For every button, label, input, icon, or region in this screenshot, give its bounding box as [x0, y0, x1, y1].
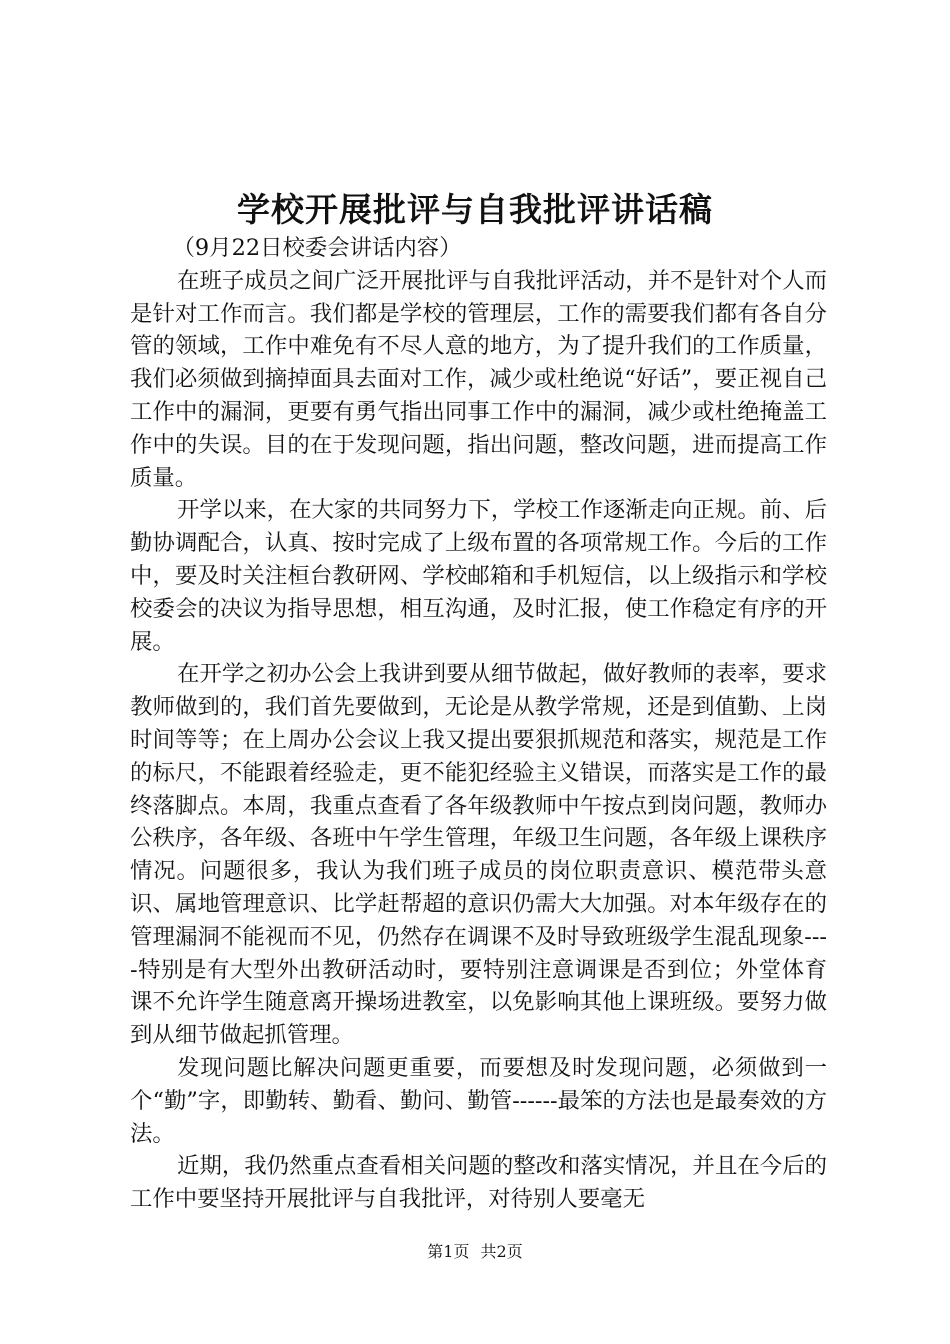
- paragraph-4: 发现问题比解决问题更重要，而要想及时发现问题，必须做到一个“勤”字，即勤转、勤看、勤问、勤管------最笨的方法也是最奏效的方法。: [130, 1054, 827, 1147]
- paragraph-1: 在班子成员之间广泛开展批评与自我批评活动，并不是针对个人而是针对工作而言。我们都是学校的管理层，工作的需要我们都有各自分管的领域，工作中难免有不尽人意的地方，为了提升我们的工作质量，我们必须做到摘掉面具去面对工作，减少或杜绝说“好话”，要正视自己工作中的漏洞，更要有勇气指出同事工作中的漏洞，减少或杜绝掩盖工作中的失误。目的在于发现问题，指出问题，整改问题，进而提高工作质量。: [130, 267, 827, 491]
- paragraph-2: 开学以来，在大家的共同努力下，学校工作逐渐走向正规。前、后勤协调配合，认真、按时完成了上级布置的各项常规工作。今后的工作中，要及时关注桓台教研网、学校邮箱和手机短信，以上级指示和学校校委会的决议为指导思想，相互沟通，及时汇报，使工作稳定有序的开展。: [130, 497, 827, 655]
- document-subtitle: （9月22日校委会讲话内容）: [172, 235, 462, 261]
- paragraph-3: 在开学之初办公会上我讲到要从细节做起，做好教师的表率，要求教师做到的，我们首先要做到，无论是从教学常规，还是到值勤、上岗时间等等；在上周办公会议上我又提出要狠抓规范和落实，规范是工作的标尺，不能跟着经验走，更不能犯经验主义错误，而落实是工作的最终落脚点。本周，我重点查看了各年级教师中午按点到岗问题，教师办公秩序，各年级、各班中午学生管理，年级卫生问题，各年级上课秩序情况。问题很多，我认为我们班子成员的岗位职责意识、模范带头意识、属地管理意识、比学赶帮超的意识仍需大大加强。对本年级存在的管理漏洞不能视而不见，仍然存在调课不及时导致班级学生混乱现象----特别是有大型外出教研活动时，要特别注意调课是否到位；外堂体育课不允许学生随意离开操场进教室，以免影响其他上课班级。要努力做到从细节做起抓管理。: [130, 661, 827, 1049]
- page-footer: [0, 1240, 950, 1264]
- current-page-number: 第1页: [427, 1242, 470, 1261]
- document-title: 学校开展批评与自我批评讲话稿: [237, 190, 713, 229]
- total-pages: 共2页: [480, 1242, 523, 1261]
- paragraph-5: 近期，我仍然重点查看相关问题的整改和落实情况，并且在今后的工作中要坚持开展批评与自我批评，对待别人要毫无: [130, 1153, 827, 1213]
- document-body: [130, 232, 827, 1216]
